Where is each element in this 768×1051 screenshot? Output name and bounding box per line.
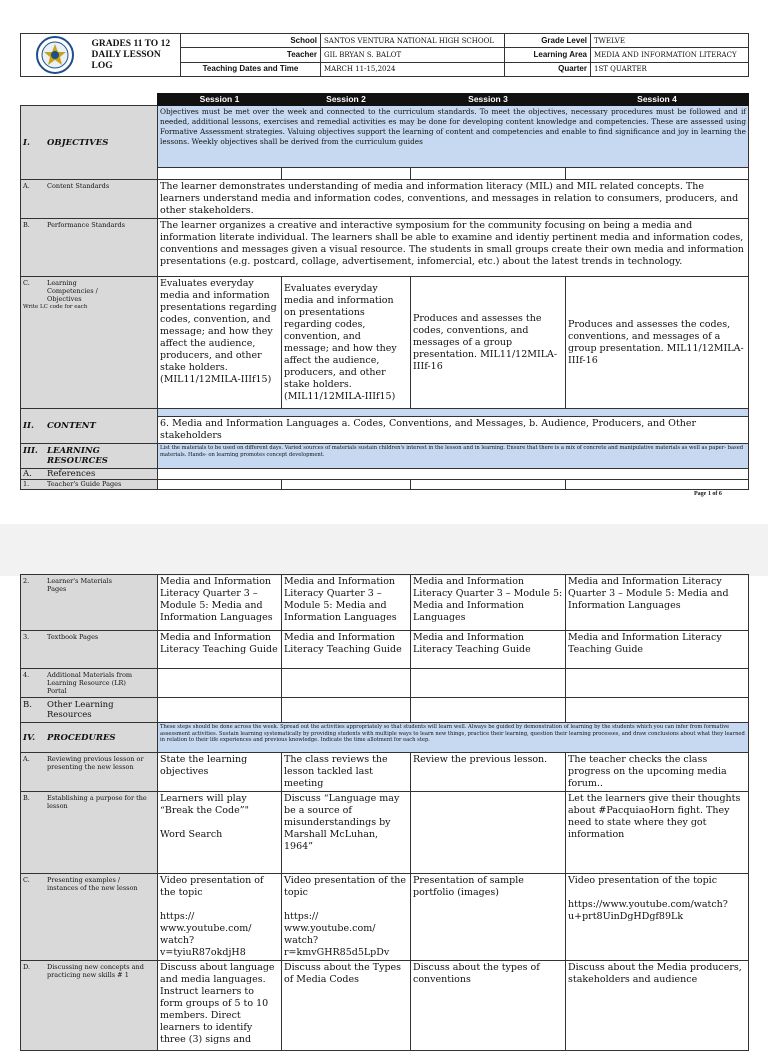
resources-text: List the materials to be used on different days. Varied sources of materials sustain children's interest in the lesson and in learning. Ensure that there is a mix of concrete and manipulative materials as well as paper- based materials. Hands- on learning promotes concept development.: [158, 444, 749, 469]
proc-c-s3: Presentation of sample portfolio (images): [411, 874, 566, 961]
page-footer: Page 1 of 6: [694, 491, 722, 497]
other-resources-label: B. Other Learning Resources: [21, 698, 158, 723]
other-resources-s1: [158, 698, 282, 723]
content-text: 6. Media and Information Languages a. Codes, Conventions, and Messages, b. Audience, Producers, and Other stakeholders: [158, 417, 749, 444]
objectives-label: I. OBJECTIVES: [21, 106, 158, 180]
textbook-s4: Media and Information Literacy Teaching Guide: [566, 631, 749, 669]
deped-seal-icon: [31, 35, 79, 75]
log-title: GRADES 11 TO 12 DAILY LESSON LOG: [89, 34, 181, 77]
proc-d-s1: Discuss about language and media languages. Instruct learners to form groups of 5 to 10 members. Direct learners to identify three (3) signs and: [158, 961, 282, 1051]
proc-a-s1: State the learning objectives: [158, 753, 282, 792]
quarter-label: Quarter: [505, 62, 591, 76]
session-4-header: Session 4: [566, 94, 749, 106]
proc-a-s4: The teacher checks the class progress on the upcoming media forum..: [566, 753, 749, 792]
textbook-label: 3. Textbook Pages: [21, 631, 158, 669]
objectives-text: Objectives must be met over the week and connected to the curriculum standards. To meet the objectives, necessary procedures must be followed and if needed, additional lessons, exercises and remedial activities es may be done for developing content knowledge and competencies. These are assessed using Formative Assessment strategies. Valuing objectives support the learning of content and competencies and enable to find significance and joy in learning the lessons. Weekly objectives shall be derived from the curriculum guides: [158, 106, 749, 168]
proc-c-label: C. Presenting examples / instances of the new lesson: [21, 874, 158, 961]
references-blank: [158, 469, 749, 480]
competencies-s2: Evaluates everyday media and information on presentations regarding codes, convention, and message; and how they affect the audience, producers, and other stake holders. (MIL11/12MILA-IIIf15): [282, 277, 411, 409]
content-label: II. CONTENT: [21, 409, 158, 444]
competencies-s1: Evaluates everyday media and information presentations regarding codes, convention, and message; and how they affect the audience, producers, and other stake holders. (MIL11/12MILA-IIIf15): [158, 277, 282, 409]
competencies-label: C. Learning Competencies / Objectives Write LC code for each: [21, 277, 158, 409]
teacher-label: Teacher: [181, 48, 321, 62]
proc-b-label: B. Establishing a purpose for the lesson: [21, 792, 158, 874]
content-standards-label: A. Content Standards: [21, 180, 158, 219]
grade-value: TWELVE: [591, 34, 749, 48]
proc-c-s1: Video presentation of the topic https:// www.youtube.com/ watch? v=tyiuR87okdjH8: [158, 874, 282, 961]
proc-c-s4: Video presentation of the topic https://www.youtube.com/watch? u+prt8UinDgHDgf89Lk: [566, 874, 749, 961]
proc-d-label: D. Discussing new concepts and practicing new skills # 1: [21, 961, 158, 1051]
additional-s1: [158, 669, 282, 698]
grade-label: Grade Level: [505, 34, 591, 48]
learners-materials-s4: Media and Information Literacy Quarter 3 – Module 5: Media and Information Languages: [566, 575, 749, 631]
learners-materials-s3: Media and Information Literacy Quarter 3 – Module 5: Media and Information Languages: [411, 575, 566, 631]
session-1-header: Session 1: [158, 94, 282, 106]
session-3-header: Session 3: [411, 94, 566, 106]
dates-value: MARCH 11-15,2024: [321, 62, 505, 76]
teachers-guide-s3: [411, 480, 566, 490]
references-label: A. References: [21, 469, 158, 480]
content-standards-text: The learner demonstrates understanding of media and information literacy (MIL) and MIL related concepts. The learners understand media and information codes, conventions, and messages in relation to consumers, producers, and other stakeholders.: [158, 180, 749, 219]
dates-label: Teaching Dates and Time: [181, 62, 321, 76]
proc-b-s1: Learners will play “Break the Code”" Word Search: [158, 792, 282, 874]
teachers-guide-s4: [566, 480, 749, 490]
other-resources-s4: [566, 698, 749, 723]
additional-s3: [411, 669, 566, 698]
quarter-value: 1ST QUARTER: [591, 62, 749, 76]
header-table: [20, 33, 749, 77]
textbook-s3: Media and Information Literacy Teaching Guide: [411, 631, 566, 669]
additional-s4: [566, 669, 749, 698]
teacher-value: GIL BRYAN S. BALOT: [321, 48, 505, 62]
content-blue-bar: [158, 409, 749, 417]
session-2-header: Session 2: [282, 94, 411, 106]
performance-standards-text: The learner organizes a creative and interactive symposium for the community focusing on being a media and information literate individual. The learners shall be able to examine and identiy pertinent media and information codes, conventions and messages given a visual resource. The students in small groups create their own media and information presentations (e.g. postcard, collage, advertisement, infomercial, etc.) about the latest trends in technology.: [158, 219, 749, 277]
performance-standards-label: B. Performance Standards: [21, 219, 158, 277]
learners-materials-s2: Media and Information Literacy Quarter 3 – Module 5: Media and Information Languages: [282, 575, 411, 631]
competencies-s3: Produces and assesses the codes, conventions, and messages of a group presentation. MIL11/12MILA-IIIf-16: [411, 277, 566, 409]
other-resources-s2: [282, 698, 411, 723]
procedures-label: IV. PROCEDURES: [21, 723, 158, 753]
resources-label: III. LEARNING RESOURCES: [21, 444, 158, 469]
page-gap: [0, 524, 768, 576]
additional-materials-label: 4. Additional Materials from Learning Resource (LR) Portal: [21, 669, 158, 698]
school-value: SANTOS VENTURA NATIONAL HIGH SCHOOL: [321, 34, 505, 48]
proc-a-s3: Review the previous lesson.: [411, 753, 566, 792]
proc-c-s2: Video presentation of the topic https:// www.youtube.com/ watch? r=kmvGHR85d5LpDv: [282, 874, 411, 961]
area-label: Learning Area: [505, 48, 591, 62]
seal-cell: [21, 34, 89, 77]
proc-d-s2: Discuss about the Types of Media Codes: [282, 961, 411, 1051]
learners-materials-s1: Media and Information Literacy Quarter 3 – Module 5: Media and Information Languages: [158, 575, 282, 631]
proc-d-s3: Discuss about the types of conventions: [411, 961, 566, 1051]
additional-s2: [282, 669, 411, 698]
objectives-s1: [158, 168, 282, 180]
proc-b-s4: Let the learners give their thoughts about #PacquiaoHorn fight. They need to state where they got information: [566, 792, 749, 874]
proc-d-s4: Discuss about the Media producers, stakeholders and audience: [566, 961, 749, 1051]
objectives-s4: [566, 168, 749, 180]
proc-b-s2: Discuss “Language may be a source of misunderstandings by Marshall McLuhan, 1964”: [282, 792, 411, 874]
page-1: [0, 0, 768, 524]
other-resources-s3: [411, 698, 566, 723]
lesson-table-page-1: [20, 93, 749, 490]
textbook-s1: Media and Information Literacy Teaching Guide: [158, 631, 282, 669]
objectives-s3: [411, 168, 566, 180]
competencies-s4: Produces and assesses the codes, conventions, and messages of a group presentation. MIL11/12MILA-IIIf-16: [566, 277, 749, 409]
teachers-guide-s2: [282, 480, 411, 490]
area-value: MEDIA AND INFORMATION LITERACY: [591, 48, 749, 62]
proc-b-s3: [411, 792, 566, 874]
lesson-table-page-2: [20, 574, 749, 1051]
teachers-guide-label: 1. Teacher's Guide Pages: [21, 480, 158, 490]
blank-corner: [21, 94, 158, 106]
procedures-text: These steps should be done across the week. Spread out the activities appropriately so that students will learn well. Always be guided by demonstration of learning by the students which you can infer from formative assessment activities. Sustain learning systematically by providing students with multiple ways to learn new things, practice their learning, question their learning processes, and draw conclusions about what they learned in relation to their life experiences and previous knowledge. Indicate the time allotment for each step.: [158, 723, 749, 753]
textbook-s2: Media and Information Literacy Teaching Guide: [282, 631, 411, 669]
proc-a-s2: The class reviews the lesson tackled last meeting: [282, 753, 411, 792]
learners-materials-label: 2. Learner's Materials Pages: [21, 575, 158, 631]
objectives-s2: [282, 168, 411, 180]
school-label: School: [181, 34, 321, 48]
teachers-guide-s1: [158, 480, 282, 490]
proc-a-label: A. Reviewing previous lesson or presenting the new lesson: [21, 753, 158, 792]
